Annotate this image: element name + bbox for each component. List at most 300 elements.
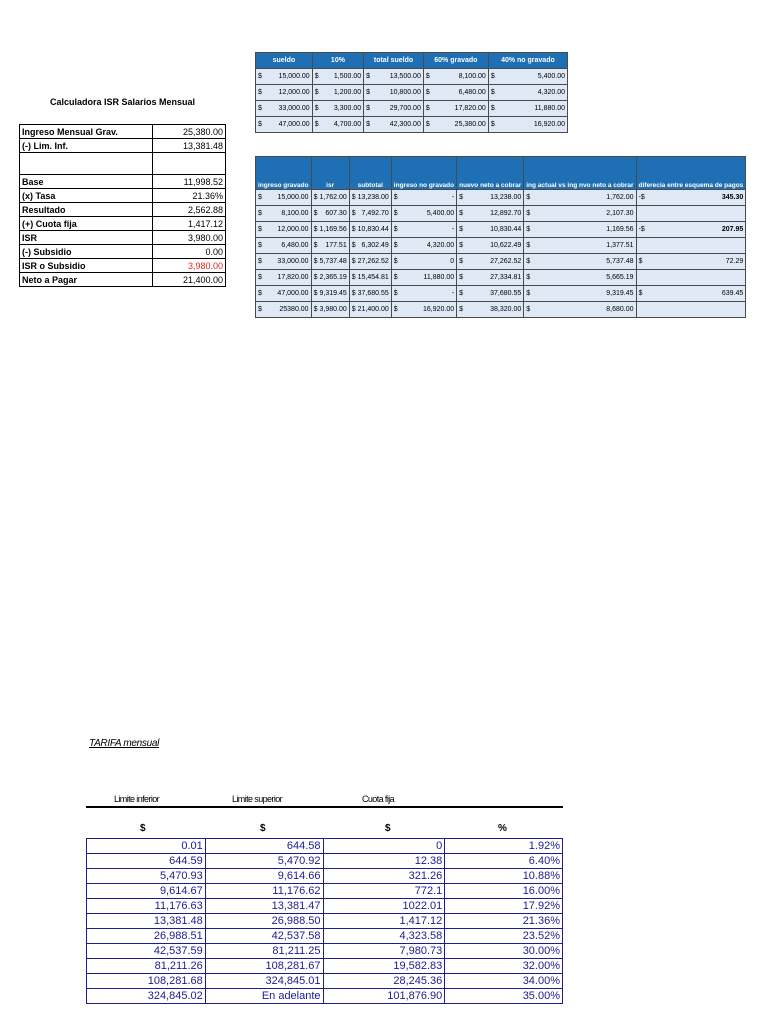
cell-value: 177.51 xyxy=(325,242,347,249)
table-cell xyxy=(256,286,312,302)
table-cell xyxy=(256,117,313,133)
cell-value: 5,737.48 xyxy=(606,258,634,265)
cell-value: 6,302.49 xyxy=(361,242,389,249)
currency-sign: $ xyxy=(258,73,262,80)
currency-sign: $ xyxy=(366,121,371,128)
cell-value: 21,400.00 xyxy=(357,306,389,313)
cell-value: 345.30 xyxy=(721,194,744,201)
tarifa-cell: 5,470.93 xyxy=(87,869,206,884)
isr-calculator xyxy=(19,124,226,287)
calc-row xyxy=(20,125,226,139)
table-cell xyxy=(488,69,567,85)
currency-sign: $ xyxy=(351,242,356,249)
currency-sign: $ xyxy=(425,73,430,80)
tarifa-cell: 10.88% xyxy=(445,869,563,884)
calc-value: 1,417.12 xyxy=(153,217,226,231)
table-cell xyxy=(349,238,391,254)
table-cell xyxy=(349,302,391,318)
tarifa-row xyxy=(87,899,563,914)
table-row xyxy=(256,270,746,286)
cell-value: 12,000.00 xyxy=(277,226,309,233)
currency-sign: $ xyxy=(258,89,262,96)
cell-value: - xyxy=(451,290,455,297)
cell-value: 7,492.70 xyxy=(361,210,389,217)
table-cell xyxy=(364,85,424,101)
currency-sign: $ xyxy=(459,258,464,265)
currency-sign: $ xyxy=(393,194,398,201)
calc-value: 3,980.00 xyxy=(153,231,226,245)
table-cell xyxy=(457,254,524,270)
tarifa-cell: 11,176.62 xyxy=(205,884,323,899)
tarifa-cell: 32.00% xyxy=(445,959,563,974)
table-cell xyxy=(457,270,524,286)
table-cell xyxy=(391,270,456,286)
cell-value: 4,700.00 xyxy=(333,121,362,128)
cell-value: 27,262.52 xyxy=(490,258,522,265)
tarifa-cell: 17.92% xyxy=(445,899,563,914)
comparison-col-header: nuevo neto a cobrar xyxy=(457,157,524,190)
table-cell xyxy=(311,206,349,222)
cell-value: 29,700.00 xyxy=(389,105,421,112)
table-cell xyxy=(524,222,636,238)
calc-row xyxy=(20,189,226,203)
table-cell xyxy=(349,206,391,222)
tarifa-cell: 19,582.83 xyxy=(323,959,445,974)
diff-prefix: -$ xyxy=(638,194,645,201)
table-cell xyxy=(636,222,746,238)
table-cell xyxy=(457,222,524,238)
table-cell xyxy=(524,270,636,286)
calc-row xyxy=(20,203,226,217)
currency-sign: $ xyxy=(258,105,262,112)
cell-value: 5,400.00 xyxy=(537,73,565,80)
tarifa-cell: 81,211.25 xyxy=(205,944,323,959)
table-cell xyxy=(349,254,391,270)
salary-col-header: 40% no gravado xyxy=(488,53,567,69)
currency-sign: $ xyxy=(258,242,262,249)
cell-value: 1,377.51 xyxy=(606,242,634,249)
cell-value: 33,000.00 xyxy=(277,258,309,265)
table-cell xyxy=(391,286,456,302)
calc-label: (x) Tasa xyxy=(20,189,153,203)
currency-sign: $ xyxy=(393,274,398,281)
tarifa-cell: 42,537.58 xyxy=(205,929,323,944)
table-cell xyxy=(256,85,313,101)
table-cell xyxy=(364,117,424,133)
comparison-table xyxy=(255,156,746,318)
table-cell xyxy=(312,69,363,85)
cell-value: 1,169.56 xyxy=(319,226,347,233)
table-row xyxy=(256,238,746,254)
table-cell xyxy=(364,101,424,117)
calc-label: ISR xyxy=(20,231,153,245)
tarifa-cell: 0.01 xyxy=(87,839,206,854)
tarifa-cell: 644.59 xyxy=(87,854,206,869)
cell-value: 10,830.44 xyxy=(357,226,389,233)
cell-value: 42,300.00 xyxy=(389,121,421,128)
calc-label: Base xyxy=(20,175,153,189)
currency-sign: $ xyxy=(258,290,262,297)
table-cell xyxy=(391,206,456,222)
unit-dollar-2: $ xyxy=(260,823,266,834)
table-cell xyxy=(391,238,456,254)
tarifa-cell: 101,876.90 xyxy=(323,989,445,1004)
currency-sign: $ xyxy=(459,242,464,249)
table-cell xyxy=(349,222,391,238)
cell-value: 27,262.52 xyxy=(357,258,389,265)
currency-sign: $ xyxy=(351,194,356,201)
cell-value: 10,800.00 xyxy=(389,89,421,96)
tarifa-cell: 12.38 xyxy=(323,854,445,869)
tarifa-cell: 321.26 xyxy=(323,869,445,884)
cell-value: - xyxy=(451,194,455,201)
tarifa-row xyxy=(87,944,563,959)
calc-label: (-) Lim. Inf. xyxy=(20,139,153,153)
currency-sign: $ xyxy=(425,105,430,112)
tarifa-cell: 0 xyxy=(323,839,445,854)
currency-sign: $ xyxy=(526,242,531,249)
tarifa-row xyxy=(87,914,563,929)
table-cell xyxy=(256,190,312,206)
tarifa-cell: 108,281.68 xyxy=(87,974,206,989)
table-cell xyxy=(311,254,349,270)
tarifa-cell: 772.1 xyxy=(323,884,445,899)
table-cell xyxy=(256,302,312,318)
table-row xyxy=(256,117,568,133)
comparison-col-header: diferecia entre esquema de pagos xyxy=(636,157,746,190)
salary-table xyxy=(255,52,568,133)
tarifa-cell: 324,845.02 xyxy=(87,989,206,1004)
table-cell xyxy=(524,238,636,254)
currency-sign: $ xyxy=(490,73,495,80)
currency-sign: $ xyxy=(393,226,398,233)
tarifa-cell: 9,614.67 xyxy=(87,884,206,899)
cell-value: 25380.00 xyxy=(279,306,309,313)
cell-value: 13,238.00 xyxy=(490,194,522,201)
currency-sign: $ xyxy=(366,105,371,112)
header-divider xyxy=(86,806,563,808)
cell-value: 8,100.00 xyxy=(458,73,486,80)
cell-value: 4,320.00 xyxy=(537,89,565,96)
currency-sign: $ xyxy=(459,226,464,233)
diff-prefix: $ xyxy=(638,290,643,297)
currency-sign: $ xyxy=(351,258,356,265)
salary-table-header xyxy=(256,53,568,69)
table-cell xyxy=(256,206,312,222)
cell-value: 37,680.55 xyxy=(357,290,389,297)
comparison-col-header: subtotal xyxy=(349,157,391,190)
currency-sign: $ xyxy=(526,210,531,217)
cell-value: 11,880.00 xyxy=(423,274,455,281)
currency-sign: $ xyxy=(366,89,371,96)
col-label-limite-inferior: Limite inferior xyxy=(114,794,160,804)
currency-sign: $ xyxy=(393,242,398,249)
tarifa-cell: 7,980.73 xyxy=(323,944,445,959)
cell-value: 2,107.30 xyxy=(606,210,634,217)
cell-value: 38,320.00 xyxy=(490,306,522,313)
cell-value: 8,680.00 xyxy=(606,306,634,313)
tarifa-cell: 16.00% xyxy=(445,884,563,899)
currency-sign: $ xyxy=(351,290,356,297)
table-cell xyxy=(256,270,312,286)
table-cell xyxy=(636,206,746,222)
tarifa-cell: 42,537.59 xyxy=(87,944,206,959)
tarifa-cell: 30.00% xyxy=(445,944,563,959)
currency-sign: $ xyxy=(258,194,262,201)
table-cell xyxy=(457,286,524,302)
calc-value: 0.00 xyxy=(153,245,226,259)
calc-label: (-) Subsidio xyxy=(20,245,153,259)
currency-sign: $ xyxy=(459,290,464,297)
comparison-col-header: ingreso no gravado xyxy=(391,157,456,190)
cell-value: 4,320.00 xyxy=(426,242,455,249)
cell-value: 16,920.00 xyxy=(533,121,565,128)
table-cell xyxy=(636,270,746,286)
table-row xyxy=(256,222,746,238)
table-row xyxy=(256,69,568,85)
tarifa-cell: 23.52% xyxy=(445,929,563,944)
cell-value: 13,238.00 xyxy=(357,194,389,201)
table-cell xyxy=(311,222,349,238)
cell-value: 15,000.00 xyxy=(277,194,309,201)
table-cell xyxy=(457,302,524,318)
calc-value: 2,562.88 xyxy=(153,203,226,217)
currency-sign: $ xyxy=(459,306,464,313)
table-cell xyxy=(312,117,363,133)
calc-value: 25,380.00 xyxy=(153,125,226,139)
currency-sign: $ xyxy=(258,210,262,217)
diff-prefix: $ xyxy=(638,258,643,265)
table-cell xyxy=(524,206,636,222)
cell-value: 10,830.44 xyxy=(490,226,522,233)
currency-sign: $ xyxy=(313,210,318,217)
tarifa-cell: 26,988.50 xyxy=(205,914,323,929)
table-cell xyxy=(256,254,312,270)
table-cell xyxy=(488,85,567,101)
col-label-cuota-fija: Cuota fija xyxy=(362,794,395,804)
table-cell xyxy=(524,286,636,302)
diff-prefix: -$ xyxy=(638,226,645,233)
tarifa-title: TARIFA mensual xyxy=(89,738,160,749)
table-cell xyxy=(364,69,424,85)
cell-value: 13,500.00 xyxy=(389,73,421,80)
currency-sign: $ xyxy=(351,306,356,313)
cell-value: 10,622.49 xyxy=(490,242,522,249)
currency-sign: $ xyxy=(425,89,430,96)
cell-value: 3,980.00 xyxy=(319,306,347,313)
salary-col-header: total sueldo xyxy=(364,53,424,69)
tarifa-cell: En adelante xyxy=(205,989,323,1004)
table-row xyxy=(256,254,746,270)
cell-value: 12,892.70 xyxy=(490,210,522,217)
tarifa-cell: 6.40% xyxy=(445,854,563,869)
table-cell xyxy=(349,286,391,302)
currency-sign: $ xyxy=(526,290,531,297)
tarifa-cell: 644.58 xyxy=(205,839,323,854)
table-cell xyxy=(636,254,746,270)
table-cell xyxy=(457,190,524,206)
table-cell xyxy=(488,117,567,133)
cell-value: 607.30 xyxy=(325,210,347,217)
calc-row xyxy=(20,245,226,259)
tarifa-cell: 13,381.47 xyxy=(205,899,323,914)
table-row xyxy=(256,85,568,101)
table-cell xyxy=(311,238,349,254)
cell-value: 27,334.81 xyxy=(490,274,522,281)
cell-value: 17,820.00 xyxy=(454,105,486,112)
calc-row xyxy=(20,231,226,245)
cell-value: 15,000.00 xyxy=(278,73,310,80)
tarifa-cell: 13,381.48 xyxy=(87,914,206,929)
currency-sign: $ xyxy=(393,290,398,297)
table-cell xyxy=(311,286,349,302)
cell-value: 5,737.48 xyxy=(319,258,347,265)
calc-value xyxy=(153,153,226,175)
currency-sign: $ xyxy=(526,194,531,201)
calc-row xyxy=(20,273,226,287)
table-cell xyxy=(256,69,313,85)
currency-sign: $ xyxy=(351,274,356,281)
salary-col-header: 60% gravado xyxy=(423,53,488,69)
table-cell xyxy=(391,254,456,270)
calc-value: 3,980.00 xyxy=(153,259,226,273)
table-cell xyxy=(311,190,349,206)
cell-value: 9,319.45 xyxy=(606,290,634,297)
currency-sign: $ xyxy=(526,258,531,265)
currency-sign: $ xyxy=(459,274,464,281)
table-cell xyxy=(349,270,391,286)
comparison-col-header: ing actual vs ing nvo neto a cobrar xyxy=(524,157,636,190)
currency-sign: $ xyxy=(393,306,398,313)
tarifa-cell: 11,176.63 xyxy=(87,899,206,914)
currency-sign: $ xyxy=(490,121,495,128)
table-row xyxy=(256,286,746,302)
calc-label xyxy=(20,153,153,175)
table-cell xyxy=(391,222,456,238)
tarifa-row xyxy=(87,974,563,989)
tarifa-row xyxy=(87,869,563,884)
table-cell xyxy=(349,190,391,206)
table-cell xyxy=(636,302,746,318)
cell-value: 11,880.00 xyxy=(534,105,565,112)
unit-dollar-1: $ xyxy=(140,823,146,834)
tarifa-cell: 4,323.58 xyxy=(323,929,445,944)
tarifa-cell: 5,470.92 xyxy=(205,854,323,869)
calc-label: ISR o Subsidio xyxy=(20,259,153,273)
table-cell xyxy=(256,222,312,238)
currency-sign: $ xyxy=(459,194,464,201)
calc-label: Ingreso Mensual Grav. xyxy=(22,126,118,137)
cell-value: 5,665.19 xyxy=(606,274,634,281)
table-cell xyxy=(524,190,636,206)
table-cell xyxy=(636,286,746,302)
currency-sign: $ xyxy=(258,258,262,265)
cell-value: 47,000.00 xyxy=(278,121,310,128)
comparison-col-header: ingreso gravado xyxy=(256,157,312,190)
calc-row xyxy=(20,153,226,175)
currency-sign: $ xyxy=(313,290,318,297)
currency-sign: $ xyxy=(258,121,262,128)
cell-value: 37,680.55 xyxy=(490,290,522,297)
cell-value: 3,300.00 xyxy=(333,105,362,112)
tarifa-table xyxy=(86,838,563,1004)
cell-value: 8,100.00 xyxy=(281,210,309,217)
tarifa-row xyxy=(87,929,563,944)
cell-value: 1,762.00 xyxy=(606,194,634,201)
table-cell xyxy=(423,101,488,117)
currency-sign: $ xyxy=(490,89,495,96)
tarifa-cell: 21.36% xyxy=(445,914,563,929)
tarifa-cell: 35.00% xyxy=(445,989,563,1004)
cell-value: 33,000.00 xyxy=(278,105,310,112)
table-cell xyxy=(524,302,636,318)
cell-value: - xyxy=(451,226,455,233)
col-label-limite-superior: Limite superior xyxy=(232,794,283,804)
table-row xyxy=(256,101,568,117)
salary-col-header: 10% xyxy=(312,53,363,69)
table-cell xyxy=(457,238,524,254)
unit-percent: % xyxy=(498,823,507,834)
currency-sign: $ xyxy=(393,210,398,217)
table-cell xyxy=(311,302,349,318)
salary-col-header: sueldo xyxy=(256,53,313,69)
calculator-title: Calculadora ISR Salarios Mensual xyxy=(50,97,196,107)
table-cell xyxy=(423,69,488,85)
table-cell xyxy=(423,85,488,101)
table-cell xyxy=(457,206,524,222)
table-cell xyxy=(256,101,313,117)
currency-sign: $ xyxy=(258,274,262,281)
calc-row xyxy=(20,259,226,273)
table-row xyxy=(256,206,746,222)
tarifa-cell: 108,281.67 xyxy=(205,959,323,974)
cell-value: 12,000.00 xyxy=(278,89,310,96)
unit-dollar-3: $ xyxy=(385,823,391,834)
comparison-table-header xyxy=(256,157,746,190)
table-cell xyxy=(423,117,488,133)
currency-sign: $ xyxy=(425,121,430,128)
calc-label: Resultado xyxy=(20,203,153,217)
calc-row xyxy=(20,175,226,189)
tarifa-cell: 1.92% xyxy=(445,839,563,854)
comparison-col-header: isr xyxy=(311,157,349,190)
cell-value: 15,454.81 xyxy=(357,274,389,281)
cell-value: 16,920.00 xyxy=(422,306,455,313)
cell-value: 639.45 xyxy=(721,290,744,297)
tarifa-cell: 26,988.51 xyxy=(87,929,206,944)
calc-row xyxy=(20,217,226,231)
cell-value: 6,480.00 xyxy=(281,242,309,249)
currency-sign: $ xyxy=(314,89,319,96)
currency-sign: $ xyxy=(490,105,495,112)
table-cell xyxy=(311,270,349,286)
currency-sign: $ xyxy=(351,226,356,233)
tarifa-row xyxy=(87,839,563,854)
tarifa-row xyxy=(87,959,563,974)
table-cell xyxy=(312,85,363,101)
cell-value: 5,400.00 xyxy=(426,210,455,217)
currency-sign: $ xyxy=(314,121,319,128)
calc-value: 21.36% xyxy=(153,189,226,203)
tarifa-cell: 324,845.01 xyxy=(205,974,323,989)
calc-label: (+) Cuota fija xyxy=(20,217,153,231)
tarifa-cell: 1022.01 xyxy=(323,899,445,914)
tarifa-cell: 1,417.12 xyxy=(323,914,445,929)
currency-sign: $ xyxy=(258,306,262,313)
cell-value: 0 xyxy=(450,258,455,265)
tarifa-row xyxy=(87,989,563,1004)
currency-sign: $ xyxy=(459,210,464,217)
